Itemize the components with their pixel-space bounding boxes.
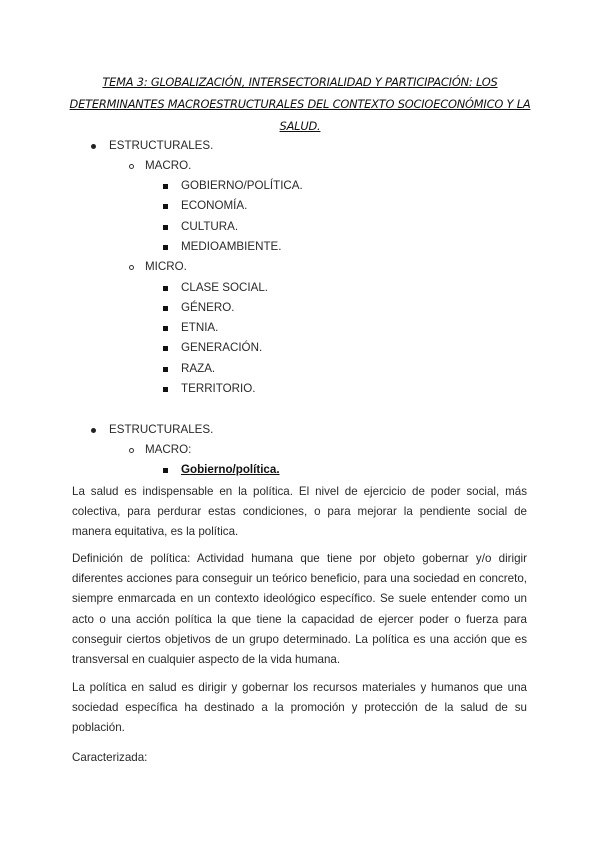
list2-macro: MACRO: [145,443,192,456]
bullet-square [163,468,168,473]
bullet-circle [129,448,134,453]
list1-micro-item: GÉNERO. [181,301,235,314]
list2-macro-item: Gobierno/política. [181,463,280,476]
bullet-square [163,306,168,311]
bullet-circle [129,265,134,270]
bullet-square [163,387,168,392]
paragraph: La salud es indispensable en la política. El nivel de ejercicio de poder social, más colectiva, para perdurar estas condiciones, o para mejorar la pendiente social de manera equitativa, es la política. [72,485,527,539]
bullet-square [163,184,168,189]
bullet-square [163,245,168,250]
list1-micro-item: GENERACIÓN. [181,341,263,354]
list1-macro-item: GOBIERNO/POLÍTICA. [181,179,303,192]
bullet-square [163,367,168,372]
bullet-square [163,225,168,230]
list1-micro-item: TERRITORIO. [181,382,256,395]
bullet-square [163,346,168,351]
paragraph: Definición de política: Actividad humana que tiene por objeto gobernar y/o dirigir diferentes acciones para conseguir un teórico beneficio, para una sociedad en concreto, siempre enmarcada en un contexto ideológico específico. Se suele entender como un acto o una acción política la que tiene la capacidad de ejercer poder o fuerza para conseguir ciertos objetivos de un grupo determinado. La política es una acción que es transversal en cualquier aspecto de la vida humana. [72,552,527,667]
paragraph: La política en salud es dirigir y gobernar los recursos materiales y humanos que una sociedad específica ha destinado a la promoción y protección de la salud de su población. [72,681,527,735]
bullet-dot [91,428,96,433]
list1-macro: MACRO. [145,159,192,172]
list1-micro: MICRO. [145,260,187,273]
paragraph: Caracterizada: [72,751,148,764]
bullet-dot [91,144,96,149]
page-title: TEMA 3: GLOBALIZACIÓN, INTERSECTORIALIDAD Y PARTICIPACIÓN: LOS DETERMINANTES MACROESTRUCTURALES DEL CONTEXTO SOCIOECONÓMICO Y LA SALUD. [69,75,531,133]
list2-level1: ESTRUCTURALES. [109,423,214,436]
bullet-square [163,204,168,209]
bullet-square [163,326,168,331]
list1-level1: ESTRUCTURALES. [109,139,214,152]
list1-macro-item: ECONOMÍA. [181,199,248,212]
bullet-square [163,286,168,291]
list1-micro-item: CLASE SOCIAL. [181,281,268,294]
list1-micro-item: ETNIA. [181,321,219,334]
list1-macro-item: CULTURA. [181,220,239,233]
list1-macro-item: MEDIOAMBIENTE. [181,240,282,253]
list1-micro-item: RAZA. [181,362,216,375]
bullet-circle [129,164,134,169]
